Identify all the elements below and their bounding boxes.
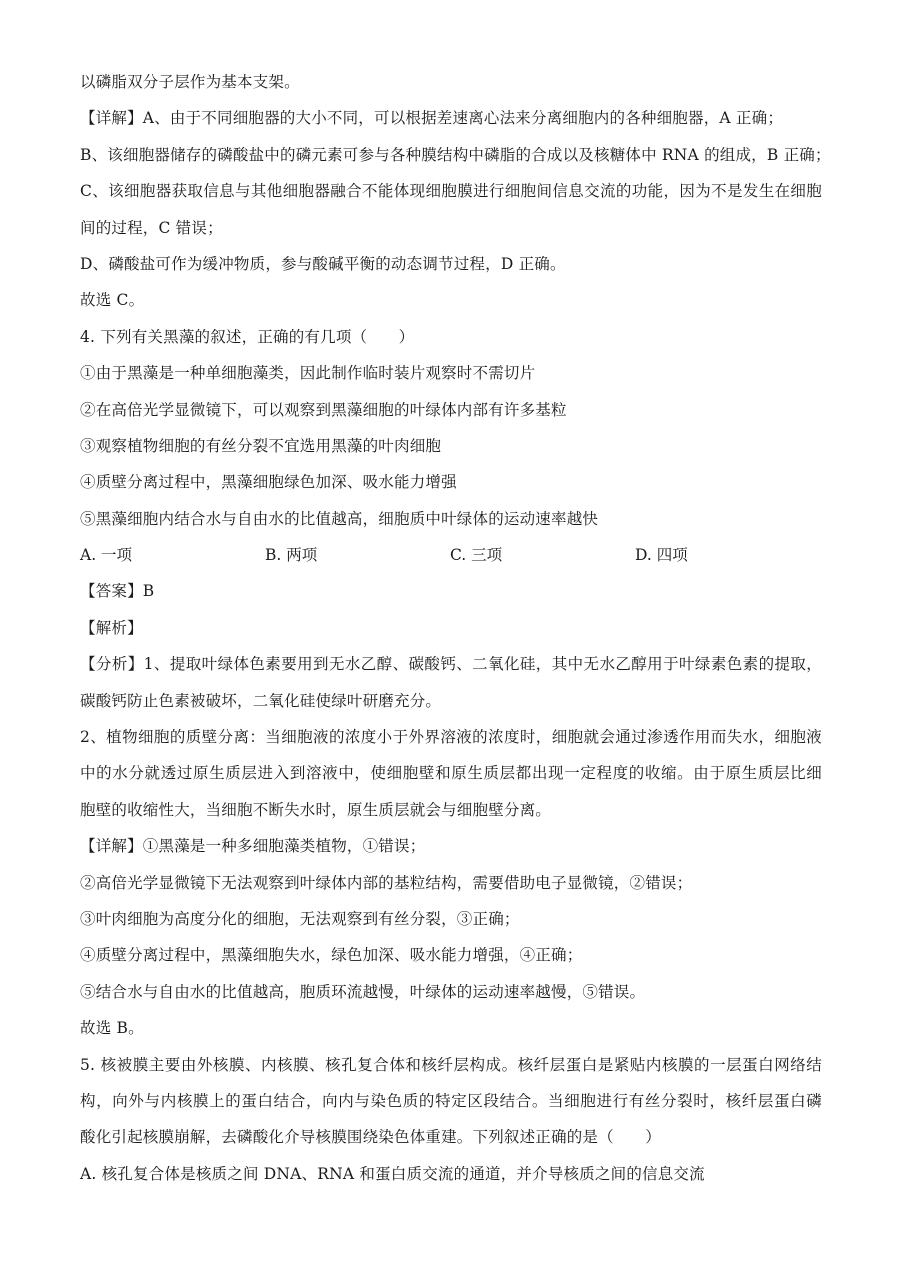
text-line: D、磷酸盐可作为缓冲物质，参与酸碱平衡的动态调节过程，D 正确。	[80, 254, 566, 273]
text-line: ②高倍光学显微镜下无法观察到叶绿体内部的基粒结构，需要借助电子显微镜，②错误；	[80, 873, 693, 892]
text-line: B、该细胞器储存的磷酸盐中的磷元素可参与各种膜结构中磷脂的合成以及核糖体中 RNA 的组成，B 正确；	[80, 145, 831, 164]
statement-4: ④质壁分离过程中，黑藻细胞绿色加深、吸水能力增强	[80, 473, 457, 492]
text-line: C、该细胞器获取信息与其他细胞器融合不能体现细胞膜进行细胞间信息交流的功能，因为不是发生在细胞	[80, 182, 822, 201]
text-line: 中的水分就透过原生质层进入到溶液中，使细胞壁和原生质层都出现一定程度的收缩。由于原生质层比细	[80, 764, 822, 783]
text-line: ③叶肉细胞为高度分化的细胞，无法观察到有丝分裂，③正确；	[80, 909, 520, 928]
text-line: 【详解】①黑藻是一种多细胞藻类植物，①错误；	[80, 837, 426, 856]
text-line: ⑤结合水与自由水的比值越高，胞质环流越慢，叶绿体的运动速率越慢，⑤错误。	[80, 982, 646, 1001]
text-line: 胞壁的收缩性大，当细胞不断失水时，原生质层就会与细胞壁分离。	[80, 800, 552, 819]
question-5-stem: 构，向外与内核膜上的蛋白结合，向内与染色质的特定区段结合。当细胞进行有丝分裂时，核纤层蛋白磷	[80, 1091, 822, 1110]
option-a: A. 一项	[80, 546, 133, 565]
text-line: 故选 C。	[80, 291, 145, 310]
document-page	[80, 72, 831, 1200]
text-line: 以磷脂双分子层作为基本支架。	[80, 73, 300, 91]
option-d: D. 四项	[635, 546, 688, 565]
question-5-option-a: A. 核孔复合体是核质之间 DNA、RNA 和蛋白质交流的通道，并介导核质之间的信息交流	[80, 1164, 705, 1183]
question-5-stem: 5. 核被膜主要由外核膜、内核膜、核孔复合体和核纤层构成。核纤层蛋白是紧贴内核膜的一层蛋白网络结	[80, 1055, 822, 1074]
statement-3: ③观察植物细胞的有丝分裂不宜选用黑藻的叶肉细胞	[80, 436, 442, 455]
text-line: 碳酸钙防止色素被破坏，二氧化硅使绿叶研磨充分。	[80, 691, 442, 710]
text-line: 【分析】1、提取叶绿体色素要用到无水乙醇、碳酸钙、二氧化硅，其中无水乙醇用于叶绿素色素的提取，	[80, 655, 822, 674]
answer-line: 【答案】B	[80, 582, 155, 601]
statement-1: ①由于黑藻是一种单细胞藻类，因此制作临时装片观察时不需切片	[80, 364, 536, 383]
option-c: C. 三项	[450, 546, 503, 565]
question-4-stem: 4. 下列有关黑藻的叙述，正确的有几项（ ）	[80, 327, 415, 346]
statement-2: ②在高倍光学显微镜下，可以观察到黑藻细胞的叶绿体内部有许多基粒	[80, 400, 567, 419]
analysis-heading: 【解析】	[80, 618, 143, 637]
option-b: B. 两项	[265, 546, 318, 565]
question-5-stem: 酸化引起核膜崩解，去磷酸化介导核膜围绕染色体重建。下列叙述正确的是（ ）	[80, 1128, 661, 1147]
text-line: 间的过程，C 错误；	[80, 218, 223, 237]
text-line: 【详解】A、由于不同细胞器的大小不同，可以根据差速离心法来分离细胞内的各种细胞器，A 正确；	[80, 109, 784, 128]
answer-options	[80, 545, 822, 565]
statement-5: ⑤黑藻细胞内结合水与自由水的比值越高，细胞质中叶绿体的运动速率越快	[80, 509, 599, 528]
text-line: 故选 B。	[80, 1019, 144, 1038]
text-line: 2、植物细胞的质壁分离：当细胞液的浓度小于外界溶液的浓度时，细胞就会通过渗透作用而失水，细胞液	[80, 728, 822, 747]
text-line: ④质壁分离过程中，黑藻细胞失水，绿色加深、吸水能力增强，④正确；	[80, 946, 583, 965]
